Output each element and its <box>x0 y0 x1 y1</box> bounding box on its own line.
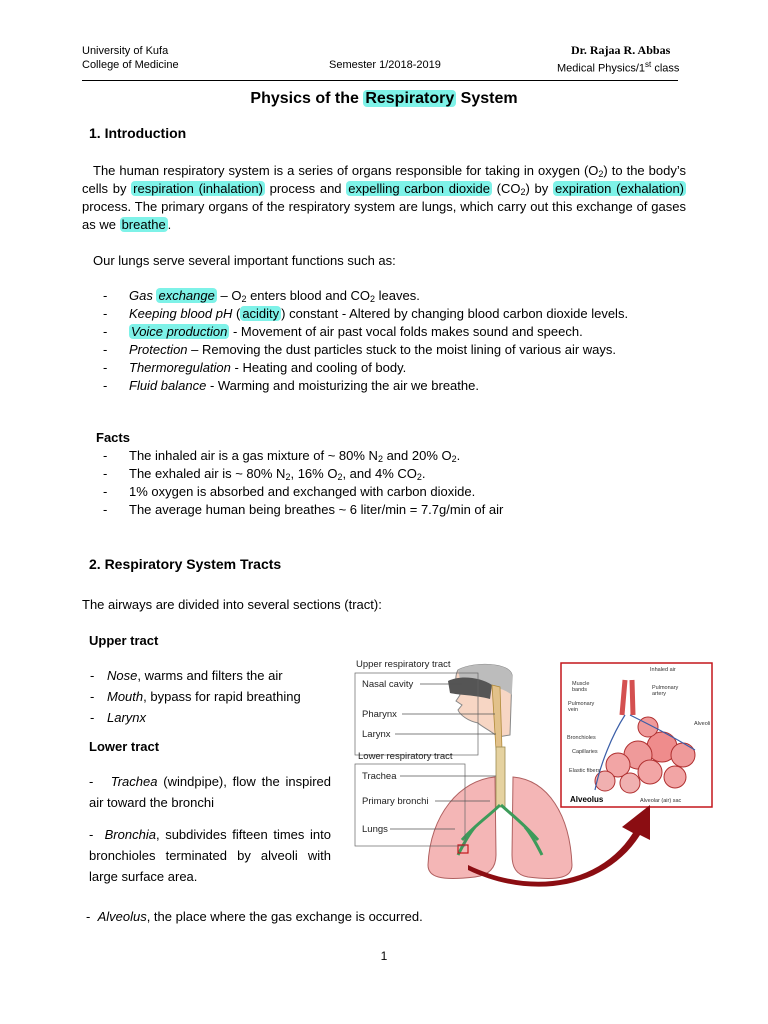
functions-intro: Our lungs serve several important functions such as: <box>93 253 396 268</box>
functions-list <box>103 287 693 395</box>
label-upper-tract: Upper respiratory tract <box>356 659 451 670</box>
course-sup: st <box>645 60 652 69</box>
list-item: - Fluid balance - Warming and moisturizing the air we breathe. <box>103 377 693 395</box>
alv-elastic-fibers: Elastic fibers <box>569 768 601 774</box>
alv-sac: Alveolar (air) sac <box>640 798 682 804</box>
trachea-item: - Trachea (windpipe), flow the inspired air toward the bronchi <box>89 774 331 810</box>
course-class: class <box>651 62 680 75</box>
list-item: - Voice production - Movement of air past vocal folds makes sound and speech. <box>103 323 693 341</box>
list-item: - The inhaled air is a gas mixture of ~ 80% $N_2$ and 20% $O_2$. <box>103 447 693 465</box>
title-highlight: Respiratory <box>365 90 455 107</box>
alv-title: Alveolus <box>570 795 604 804</box>
label-lungs: Lungs <box>362 824 388 835</box>
list-item: - Protection – Removing the dust particles stuck to the moist lining of various air ways. <box>103 341 693 359</box>
hl-respiration: respiration (inhalation) <box>133 181 263 196</box>
alv-bands: bands <box>572 687 587 693</box>
header-rule <box>82 80 678 81</box>
facts-heading: Facts <box>96 430 130 445</box>
section-heading-tracts: 2. Respiratory System Tracts <box>89 556 282 572</box>
list-item: - Gas exchange – $O_2$ enters blood and $CO_2$ leaves. <box>103 287 693 305</box>
alv-pulm-vein: Pulmonary <box>568 701 595 707</box>
trachea-shape <box>496 747 505 807</box>
hl-expelling: expelling carbon dioxide <box>348 181 490 196</box>
list-item: - Nose, warms and filters the air <box>90 665 350 686</box>
alv-inhaled-air: Inhaled air <box>650 667 676 673</box>
lower-tract-heading: Lower tract <box>89 739 160 754</box>
title-pre: Physics of the <box>250 90 364 107</box>
label-lower-tract: Lower respiratory tract <box>358 751 453 762</box>
semester: Semester 1/2018-2019 <box>329 59 441 71</box>
respiratory-figure <box>350 655 720 890</box>
upper-tract-list <box>90 665 350 728</box>
upper-tract-heading: Upper tract <box>89 633 159 648</box>
page-title <box>0 90 768 108</box>
course-text: Medical Physics/1 <box>557 62 646 75</box>
alv-vein: vein <box>568 707 579 713</box>
label-pharynx: Pharynx <box>362 709 397 720</box>
list-item: - Keeping blood pH ( acidity ) constant - Altered by changing blood carbon dioxide levels. <box>103 305 693 323</box>
label-primary-bronchi: Primary bronchi <box>362 796 429 807</box>
bronchia-item: - Bronchia, subdivides fifteen times into bronchioles terminated by alveoli with large surface area. <box>89 827 331 884</box>
title-post: System <box>456 90 518 107</box>
alv-capillaries: Capillaries <box>572 749 598 755</box>
label-trachea: Trachea <box>362 771 397 782</box>
label-larynx: Larynx <box>362 729 391 740</box>
section-heading-introduction: 1. Introduction <box>89 125 187 141</box>
alv-alveoli: Alveoli <box>694 721 711 727</box>
college-name: College of Medicine <box>82 59 179 71</box>
university-name: University of Kufa <box>82 45 169 57</box>
alv-bronchioles: Bronchioles <box>567 735 596 741</box>
facts-list <box>103 447 693 519</box>
course-name <box>557 58 679 76</box>
alveolus-item: - Alveolus, the place where the gas exchange is occurred. <box>86 909 423 924</box>
label-nasal-cavity: Nasal cavity <box>362 679 414 690</box>
alv-muscle: Muscle <box>572 681 590 687</box>
intro-paragraph: The human respiratory system is a series of organs responsible for taking in oxygen $(O_2)$ to the body’s cells by respiration (inhalation) process and expelling carbon dioxide $(CO_2)$ by expiration (exhalation) process. The primary organs of the respiratory system are lungs, which carry out this exchange of gases as we breathe . <box>82 163 686 232</box>
hl-breathe: breathe <box>121 217 166 232</box>
left-lung <box>428 777 496 879</box>
list-item: - 1% oxygen is absorbed and exchanged with carbon dioxide. <box>103 483 693 501</box>
list-item: - The average human being breathes ~ 6 liter/min = 7.7g/min of air <box>103 501 693 519</box>
author-name: Dr. Rajaa R. Abbas <box>571 43 671 57</box>
list-item: - Mouth, bypass for rapid breathing <box>90 686 350 707</box>
page-number: 1 <box>380 949 388 963</box>
tracts-intro: The airways are divided into several sections (tract): <box>82 597 382 612</box>
list-item: - Larynx <box>90 707 350 728</box>
list-item: - Thermoregulation - Heating and cooling of body. <box>103 359 693 377</box>
hl-expiration: expiration (exhalation) <box>555 181 685 196</box>
list-item: - The exhaled air is ~ 80% $N_2$, 16% $O_2$, and 4% $CO_2$. <box>103 465 693 483</box>
alv-pulm-artery: Pulmonary <box>652 685 679 691</box>
alv-artery: artery <box>652 691 667 697</box>
